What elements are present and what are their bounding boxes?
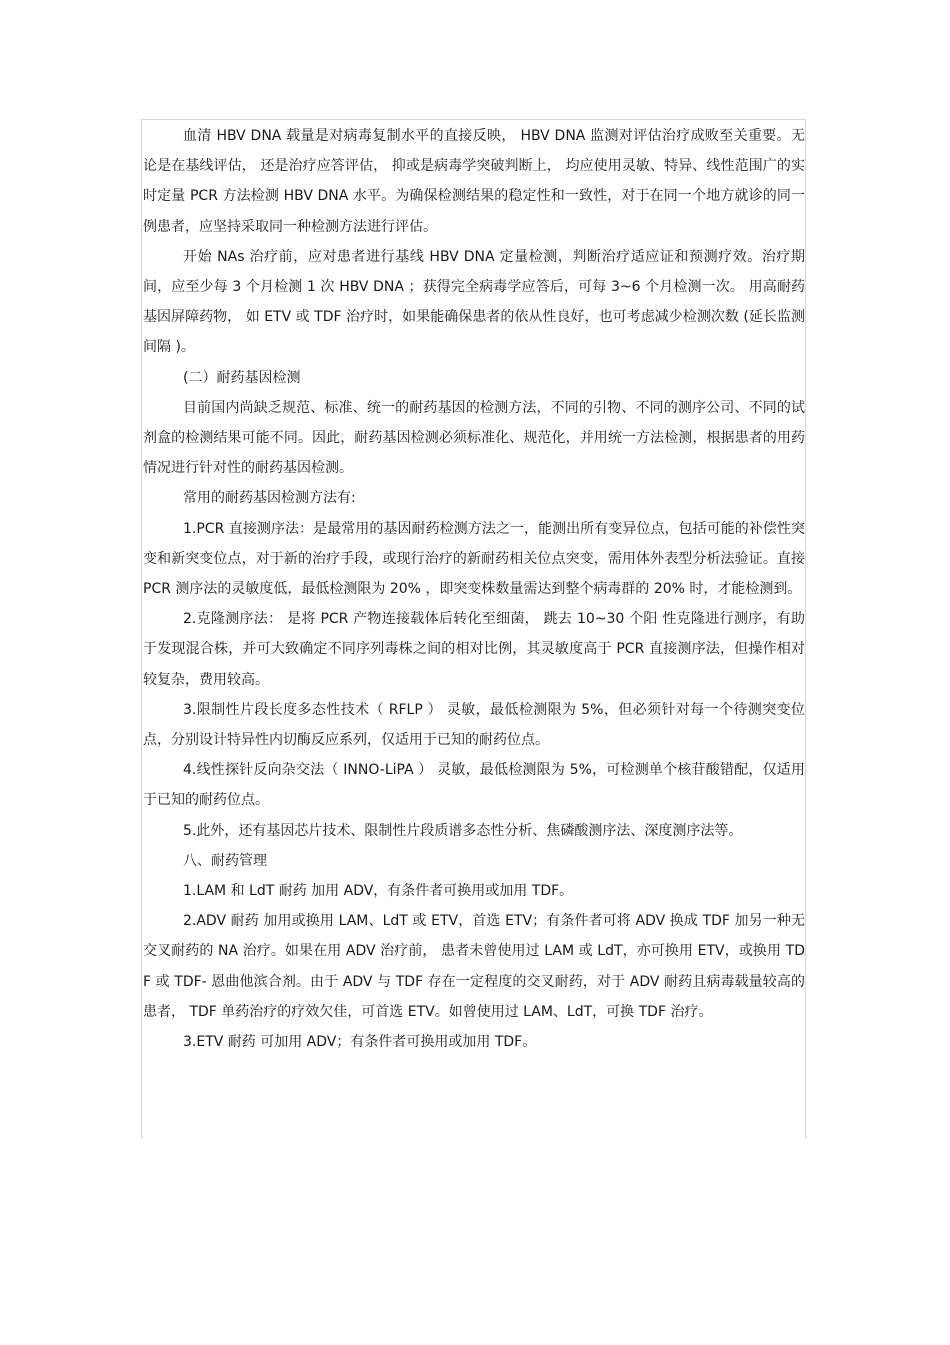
document-body [143,121,805,1057]
list-item-lam-ldt-resistance: 1.LAM 和 LdT 耐药 加用 ADV，有条件者可换用或加用 TDF。 [183,883,574,900]
paragraph-nas-baseline: 开始 NAs 治疗前，应对患者进行基线 HBV DNA 定量检测，判断治疗适应证和预测疗效。治疗期间，应至少每 3 个月检测 1 次 HBV DNA ；获得完全病毒学应答后，可每 3~6 个月检测一次。 用高耐药基因屏障药物， 如 ETV 或 TDF 治疗时，如果能确保患者的依从性良好，也可考虑减少检测次数 (延长监测间隔 )。 [143,248,805,356]
list-item-inno-lipa: 4.线性探针反向杂交法（ INNO-LiPA ） 灵敏，最低检测限为 5%，可检测单个核苷酸错配，仅适用于已知的耐药位点。 [143,762,805,809]
list-item-etv-resistance: 3.ETV 耐药 可加用 ADV；有条件者可换用或加用 TDF。 [183,1034,537,1051]
list-item-rflp: 3.限制性片段长度多态性技术（ RFLP ） 灵敏，最低检测限为 5%，但必须针对每一个待测突变位点，分别设计特异性内切酶反应系列，仅适用于已知的耐药位点。 [143,701,805,749]
section-heading-resistance-gene-detection: (二）耐药基因检测 [183,369,301,386]
paragraph-hbv-dna-monitoring: 血清 HBV DNA 载量是对病毒复制水平的直接反映， HBV DNA 监测对评估治疗成败至关重要。无论是在基线评估， 还是治疗应答评估， 抑或是病毒学突破判断上， 均应使用灵敏、特异、线性范围广的实时定量 PCR 方法检测 HBV DNA 水平。为确保检测结果的稳定性和一致性，对于在同一个地方就诊的同一例患者，应坚持采取同一种检测方法进行评估。 [143,128,805,235]
paragraph-common-methods-intro: 常用的耐药基因检测方法有: [183,490,356,507]
list-item-pcr-direct-sequencing: 1.PCR 直接测序法：是最常用的基因耐药检测方法之一，能测出所有变异位点，包括可能的补偿性突变和新突变位点，对于新的治疗手段，或现行治疗的新耐药相关位点突变，需用体外表型分析法验证。直接 PCR 测序法的灵敏度低，最低检测限为 20% ，即突变株数量需达到整个病毒群的 20% 时，才能检测到。 [143,520,805,598]
paragraph-no-standard-method: 目前国内尚缺乏规范、标准、统一的耐药基因的检测方法，不同的引物、不同的测序公司、不同的试剂盒的检测结果可能不同。因此，耐药基因检测必须标准化、规范化，并用统一方法检测，根据患者的用药情况进行针对性的耐药基因检测。 [143,399,805,477]
list-item-adv-resistance: 2.ADV 耐药 加用或换用 LAM、LdT 或 ETV，首选 ETV；有条件者可将 ADV 换成 TDF 加另一种无交叉耐药的 NA 治疗。如果在用 ADV 治疗前， 患者未曾使用过 LAM 或 LdT，亦可换用 ETV，或换用 TDF 或 TDF- 恩曲他滨合剂。由于 ADV 与 TDF 存在一定程度的交叉耐药，对于 ADV 耐药且病毒载量较高的患者， TDF 单药治疗的疗效欠佳，可首选 ETV。如曾使用过 LAM、LdT，可换 TDF 治疗。 [143,913,805,1020]
list-item-other-methods: 5.此外，还有基因芯片技术、限制性片段质谱多态性分析、焦磷酸测序法、深度测序法等。 [183,822,743,839]
list-item-clone-sequencing: 2.克隆测序法： 是将 PCR 产物连接载体后转化至细菌， 跳去 10~30 个阳 性克隆进行测序，有助于发现混合株，并可大致确定不同序列毒株之间的相对比例，其灵敏度高于 PCR 直接测序法，但操作相对较复杂，费用较高。 [143,611,805,688]
section-heading-resistance-management: 八、耐药管理 [183,852,267,869]
